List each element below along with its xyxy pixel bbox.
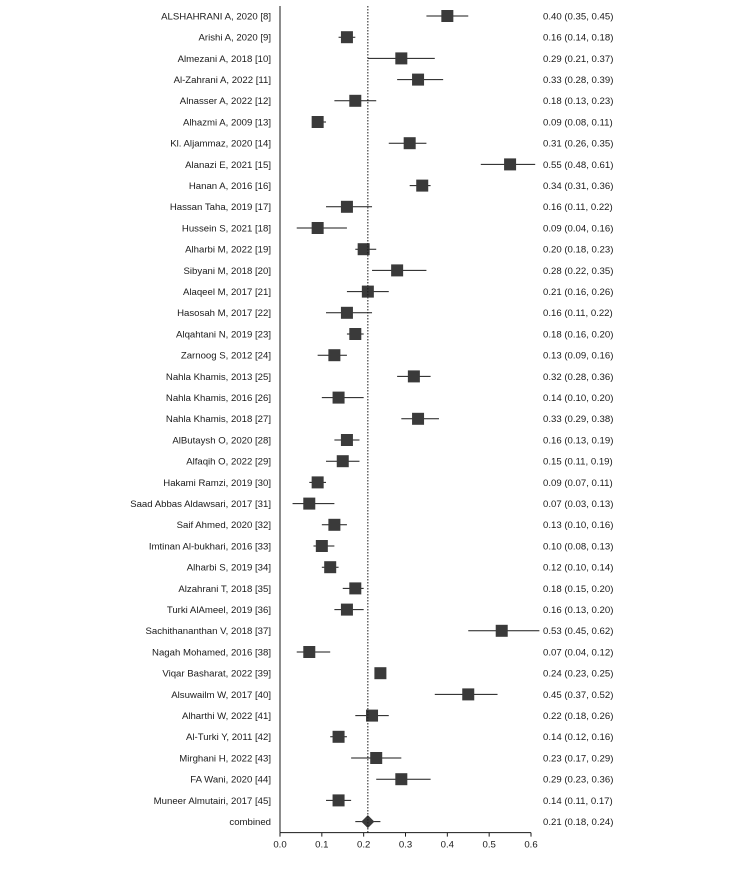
ci-value-label: 0.53 (0.45, 0.62) bbox=[543, 626, 614, 638]
study-row bbox=[174, 74, 614, 86]
ci-value-label: 0.33 (0.29, 0.38) bbox=[543, 414, 614, 426]
study-label: Alharthi W, 2022 [41] bbox=[181, 711, 271, 722]
study-label: Nahla Khamis, 2018 [27] bbox=[165, 414, 271, 426]
study-label: Hussein S, 2021 [18] bbox=[181, 223, 271, 235]
study-row bbox=[172, 434, 613, 446]
study-rows bbox=[130, 10, 613, 828]
study-label: Kl. Aljammaz, 2020 [14] bbox=[170, 138, 271, 150]
study-row bbox=[187, 561, 614, 573]
ci-value-label: 0.24 (0.23, 0.25) bbox=[543, 668, 614, 680]
point-estimate-marker bbox=[496, 625, 508, 637]
study-label: Muneer Almutairi, 2017 [45] bbox=[153, 795, 271, 807]
point-estimate-marker bbox=[441, 10, 453, 22]
study-label: Alaqeel M, 2017 [21] bbox=[182, 287, 271, 298]
point-estimate-marker bbox=[337, 455, 349, 467]
study-label: Nagah Mohamed, 2016 [38] bbox=[152, 647, 271, 659]
study-label: Mirghani H, 2022 [43] bbox=[179, 753, 271, 765]
point-estimate-marker bbox=[312, 116, 324, 128]
ci-value-label: 0.09 (0.04, 0.16) bbox=[543, 223, 614, 235]
point-estimate-marker bbox=[341, 434, 353, 446]
point-estimate-marker bbox=[303, 498, 315, 510]
x-tick-label: 0.0 bbox=[273, 839, 287, 851]
study-row bbox=[180, 95, 614, 107]
point-estimate-marker bbox=[370, 752, 382, 764]
point-estimate-marker bbox=[404, 137, 416, 149]
x-tick-label: 0.5 bbox=[482, 839, 496, 851]
study-row bbox=[162, 667, 613, 679]
study-row bbox=[149, 540, 614, 552]
study-row bbox=[152, 646, 613, 658]
point-estimate-marker bbox=[412, 413, 424, 425]
study-label: Hassan Taha, 2019 [17] bbox=[169, 202, 271, 214]
ci-value-label: 0.31 (0.26, 0.35) bbox=[543, 138, 614, 150]
study-row bbox=[170, 137, 613, 149]
study-row bbox=[182, 710, 613, 722]
ci-value-label: 0.15 (0.11, 0.19) bbox=[543, 456, 613, 468]
study-row bbox=[181, 349, 614, 361]
point-estimate-marker bbox=[333, 794, 345, 806]
study-row bbox=[184, 264, 614, 276]
study-row bbox=[177, 519, 614, 531]
study-label: Alsuwailm W, 2017 [40] bbox=[171, 689, 271, 701]
x-tick-label: 0.1 bbox=[315, 839, 329, 851]
study-row bbox=[166, 413, 613, 425]
point-estimate-marker bbox=[316, 540, 328, 552]
study-label: Sachithananthan V, 2018 [37] bbox=[145, 626, 271, 638]
study-row bbox=[183, 286, 613, 298]
ci-value-label: 0.18 (0.13, 0.23) bbox=[543, 96, 614, 108]
study-label: Almezani A, 2018 [10] bbox=[177, 53, 271, 65]
ci-value-label: 0.07 (0.03, 0.13) bbox=[543, 499, 614, 510]
study-label: Alharbi M, 2022 [19] bbox=[185, 244, 271, 256]
ci-value-label: 0.20 (0.18, 0.23) bbox=[543, 244, 614, 256]
ci-value-label: 0.22 (0.18, 0.26) bbox=[543, 711, 614, 722]
ci-value-label: 0.45 (0.37, 0.52) bbox=[543, 689, 614, 701]
study-label: Hasosah M, 2017 [22] bbox=[177, 308, 271, 320]
study-label: Imtinan Al-bukhari, 2016 [33] bbox=[148, 541, 271, 553]
study-label: Alnasser A, 2022 [12] bbox=[179, 96, 271, 108]
study-label: Viqar Basharat, 2022 [39] bbox=[162, 668, 271, 680]
ci-value-label: 0.21 (0.16, 0.26) bbox=[543, 287, 614, 298]
point-estimate-marker bbox=[312, 222, 324, 234]
study-label: Alharbi S, 2019 [34] bbox=[186, 562, 271, 574]
point-estimate-marker bbox=[349, 582, 361, 594]
study-row bbox=[182, 222, 613, 234]
ci-value-label: 0.18 (0.15, 0.20) bbox=[543, 583, 614, 595]
study-label: Nahla Khamis, 2016 [26] bbox=[165, 393, 271, 404]
point-estimate-marker bbox=[462, 688, 474, 700]
x-tick-label: 0.3 bbox=[398, 839, 413, 851]
point-estimate-marker bbox=[341, 604, 353, 616]
study-label: Alhazmi A, 2009 [13] bbox=[183, 117, 271, 129]
point-estimate-marker bbox=[341, 31, 353, 43]
study-row bbox=[183, 116, 613, 128]
study-row bbox=[189, 180, 614, 192]
ci-value-label: 0.29 (0.23, 0.36) bbox=[543, 774, 614, 786]
study-row bbox=[185, 158, 613, 170]
point-estimate-marker bbox=[395, 52, 407, 64]
study-label: Turki AlAmeel, 2019 [36] bbox=[166, 605, 271, 616]
combined-label: combined bbox=[229, 817, 271, 828]
ci-value-label: 0.14 (0.11, 0.17) bbox=[543, 795, 613, 807]
ci-value-label: 0.18 (0.16, 0.20) bbox=[543, 329, 614, 341]
point-estimate-marker bbox=[333, 392, 345, 404]
point-estimate-marker bbox=[412, 74, 424, 86]
study-label: Zarnoog S, 2012 [24] bbox=[180, 350, 271, 362]
study-row bbox=[178, 582, 613, 594]
study-row bbox=[186, 455, 613, 467]
ci-value-label: 0.28 (0.22, 0.35) bbox=[543, 265, 614, 277]
study-label: Saif Ahmed, 2020 [32] bbox=[176, 520, 271, 532]
point-estimate-marker bbox=[395, 773, 407, 785]
study-row bbox=[177, 307, 613, 319]
ci-value-label: 0.09 (0.07, 0.11) bbox=[543, 477, 613, 489]
ci-value-label: 0.10 (0.08, 0.13) bbox=[543, 541, 614, 553]
x-axis-ticks bbox=[273, 833, 537, 851]
ci-value-label: 0.07 (0.04, 0.12) bbox=[543, 647, 614, 659]
study-row bbox=[130, 498, 613, 510]
study-label: Alzahrani T, 2018 [35] bbox=[178, 583, 271, 595]
point-estimate-marker bbox=[303, 646, 315, 658]
study-row bbox=[198, 31, 613, 43]
study-row bbox=[166, 392, 613, 404]
ci-value-label: 0.29 (0.21, 0.37) bbox=[543, 53, 614, 65]
ci-value-label: 0.13 (0.10, 0.16) bbox=[543, 520, 614, 532]
point-estimate-marker bbox=[391, 264, 403, 276]
study-label: Hakami Ramzi, 2019 [30] bbox=[163, 477, 271, 489]
point-estimate-marker bbox=[349, 328, 361, 340]
study-row bbox=[167, 604, 614, 616]
ci-value-label: 0.14 (0.10, 0.20) bbox=[543, 393, 614, 404]
point-estimate-marker bbox=[341, 307, 353, 319]
point-estimate-marker bbox=[333, 731, 345, 743]
ci-value-label: 0.09 (0.08, 0.11) bbox=[543, 117, 613, 129]
study-row bbox=[166, 370, 613, 382]
point-estimate-marker bbox=[374, 667, 386, 679]
ci-value-label: 0.34 (0.31, 0.36) bbox=[543, 181, 614, 192]
point-estimate-marker bbox=[416, 180, 428, 192]
study-row bbox=[176, 328, 613, 340]
study-row bbox=[179, 752, 613, 764]
study-row bbox=[161, 10, 613, 22]
ci-value-label: 0.16 (0.13, 0.19) bbox=[543, 435, 614, 447]
study-label: Nahla Khamis, 2013 [25] bbox=[165, 371, 271, 383]
point-estimate-marker bbox=[328, 519, 340, 531]
ci-value-label: 0.23 (0.17, 0.29) bbox=[543, 753, 614, 765]
point-estimate-marker bbox=[504, 158, 516, 170]
study-label: ALSHAHRANI A, 2020 [8] bbox=[161, 11, 271, 23]
study-label: Alqahtani N, 2019 [23] bbox=[176, 329, 271, 341]
ci-value-label: 0.16 (0.14, 0.18) bbox=[543, 32, 614, 44]
study-label: Al-Turki Y, 2011 [42] bbox=[186, 732, 271, 744]
ci-value-label: 0.16 (0.13, 0.20) bbox=[543, 605, 614, 616]
point-estimate-marker bbox=[408, 370, 420, 382]
ci-value-label: 0.13 (0.09, 0.16) bbox=[543, 350, 614, 362]
study-row bbox=[163, 476, 612, 488]
point-estimate-marker bbox=[312, 476, 324, 488]
study-label: Alanazi E, 2021 [15] bbox=[185, 159, 271, 171]
x-tick-label: 0.4 bbox=[440, 839, 455, 851]
study-row bbox=[171, 688, 613, 700]
ci-value-label: 0.33 (0.28, 0.39) bbox=[543, 75, 614, 86]
ci-value-label: 0.12 (0.10, 0.14) bbox=[543, 562, 614, 574]
point-estimate-marker bbox=[324, 561, 336, 573]
ci-value-label: 0.40 (0.35, 0.45) bbox=[543, 11, 614, 23]
ci-value-label: 0.55 (0.48, 0.61) bbox=[543, 159, 614, 171]
combined-row bbox=[229, 815, 613, 828]
study-label: Sibyani M, 2018 [20] bbox=[183, 265, 271, 277]
study-row bbox=[170, 201, 613, 213]
study-row bbox=[186, 731, 613, 743]
study-row bbox=[185, 243, 613, 255]
ci-value-label: 0.32 (0.28, 0.36) bbox=[543, 371, 614, 383]
study-row bbox=[145, 625, 613, 637]
x-tick-label: 0.6 bbox=[524, 839, 538, 851]
study-row bbox=[154, 794, 613, 806]
point-estimate-marker bbox=[349, 95, 361, 107]
study-label: Al-Zahrani A, 2022 [11] bbox=[173, 75, 271, 86]
study-label: Arishi A, 2020 [9] bbox=[198, 32, 271, 44]
study-label: Alfaqih O, 2022 [29] bbox=[186, 456, 271, 468]
combined-ci-value-label: 0.21 (0.18, 0.24) bbox=[543, 817, 614, 828]
study-label: AlButaysh O, 2020 [28] bbox=[172, 435, 271, 447]
study-row bbox=[190, 773, 613, 785]
study-label: FA Wani, 2020 [44] bbox=[190, 774, 271, 786]
point-estimate-marker bbox=[328, 349, 340, 361]
study-row bbox=[178, 52, 614, 64]
x-tick-label: 0.2 bbox=[356, 839, 371, 851]
ci-value-label: 0.16 (0.11, 0.22) bbox=[543, 308, 613, 320]
point-estimate-marker bbox=[341, 201, 353, 213]
study-label: Saad Abbas Aldawsari, 2017 [31] bbox=[130, 499, 271, 510]
study-label: Hanan A, 2016 [16] bbox=[188, 181, 271, 192]
ci-value-label: 0.16 (0.11, 0.22) bbox=[543, 202, 613, 214]
ci-value-label: 0.14 (0.12, 0.16) bbox=[543, 732, 614, 744]
